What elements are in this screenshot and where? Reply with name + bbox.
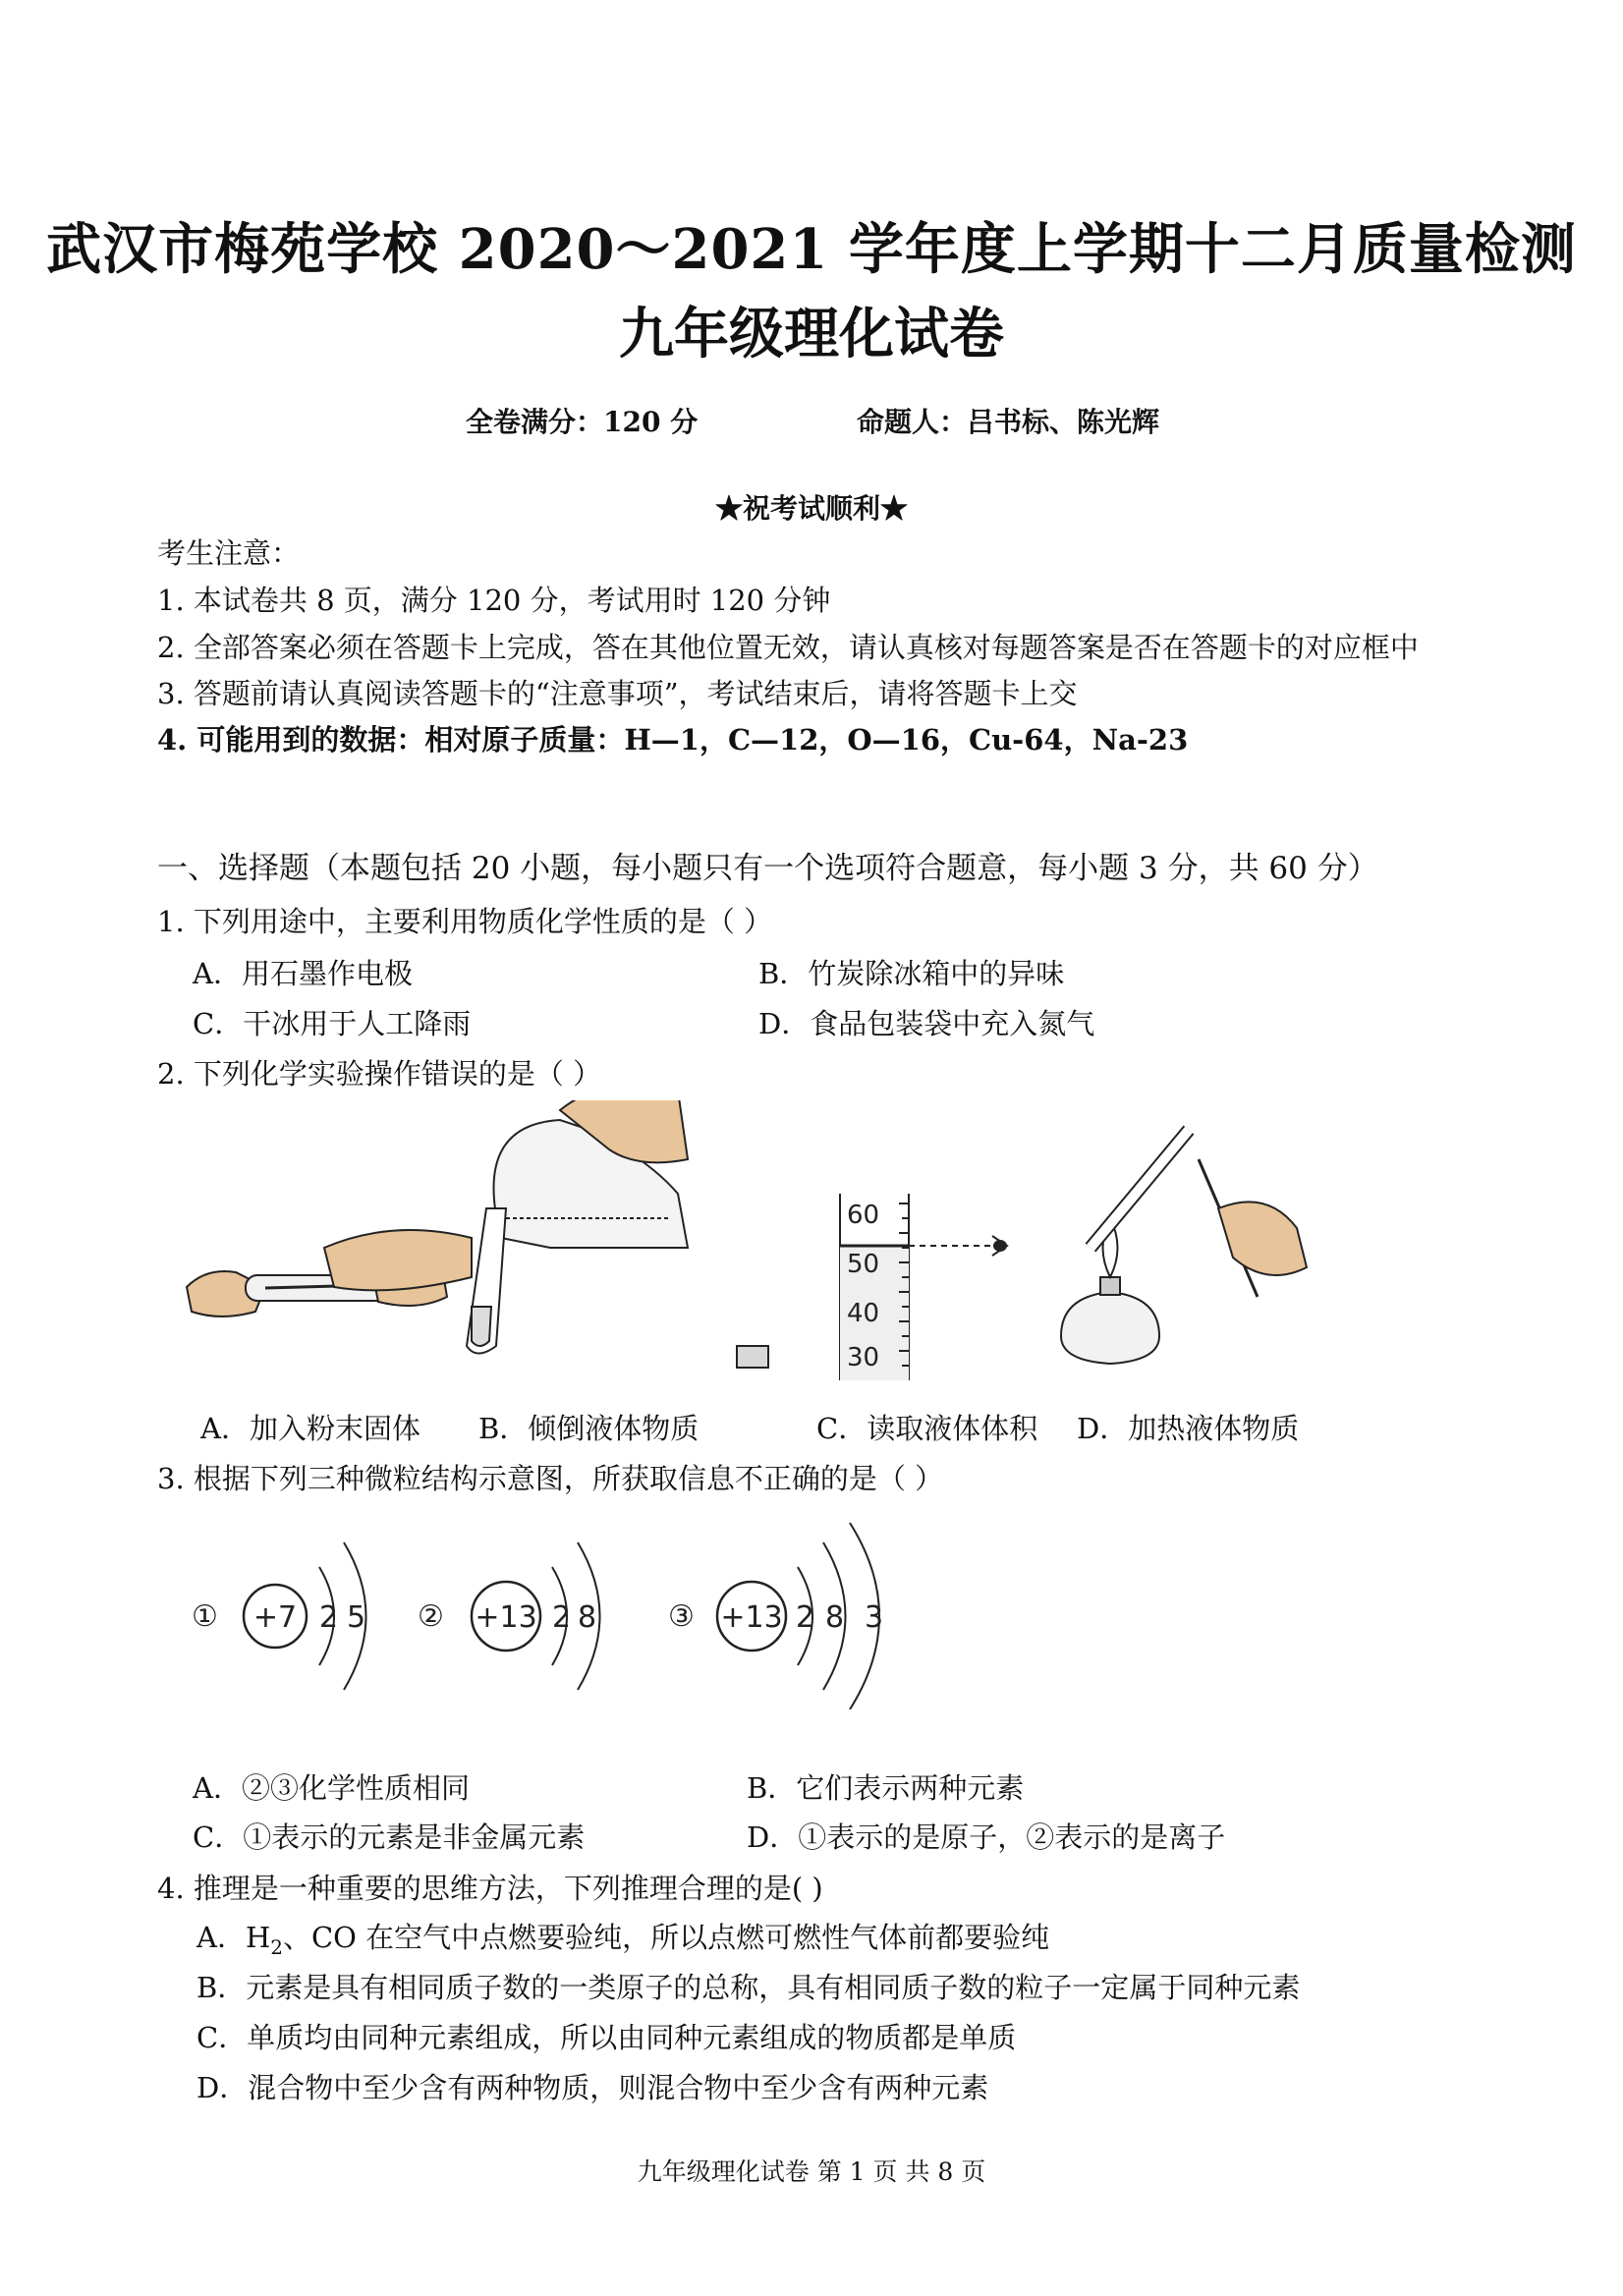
q4-option-a-subscript: 2: [270, 1934, 283, 1959]
q1-option-a: A．用石墨作电极: [193, 957, 413, 990]
shell-electrons: 2: [319, 1600, 339, 1635]
particle-label: ③: [668, 1599, 695, 1634]
exam-title: 武汉市梅苑学校 2020～2021 学年度上学期十二月质量检测: [46, 217, 1577, 282]
page-footer: 九年级理化试卷 第 1 页 共 8 页: [637, 2157, 986, 2186]
q4-option-c: C．单质均由同种元素组成，所以由同种元素组成的物质都是单质: [196, 2021, 1017, 2054]
particle-label: ②: [418, 1599, 444, 1634]
q1-option-b: B．竹炭除冰箱中的异味: [758, 957, 1065, 990]
pouring-liquid-illustration: [324, 1100, 768, 1368]
full-score: 全卷满分：120 分: [466, 406, 699, 438]
q4-option-b: B．元素是具有相同质子数的一类原子的总称，具有相同质子数的粒子一定属于同种元素: [196, 1971, 1301, 2004]
q2-option-d: D．加热液体物质: [1077, 1412, 1300, 1445]
lab-operations-figure: [177, 1100, 1336, 1395]
shell-electrons: 2: [552, 1600, 572, 1635]
cylinder-tick-label: 60: [847, 1201, 880, 1230]
question-3-stem: 3. 根据下列三种微粒结构示意图，所获取信息不正确的是（ ）: [157, 1462, 944, 1495]
particle-diagram-3: [668, 1523, 883, 1709]
q3-option-d: D．①表示的是原子，②表示的是离子: [747, 1820, 1226, 1854]
section-heading: 一、选择题（本题包括 20 小题，每小题只有一个选项符合题意，每小题 3 分，共 60 分）: [157, 851, 1378, 886]
particle-diagram-1: [192, 1542, 366, 1690]
q2-option-c: C．读取液体体积: [816, 1412, 1038, 1445]
shell-electrons: 2: [796, 1600, 815, 1635]
notice-heading: 考生注意：: [157, 536, 301, 570]
q4-option-a-prefix: A．H: [196, 1921, 271, 1954]
cylinder-tick-label: 50: [847, 1250, 880, 1279]
nucleus-charge: +13: [720, 1600, 783, 1635]
particle-label: ①: [192, 1599, 218, 1634]
q1-option-c: C．干冰用于人工降雨: [193, 1007, 472, 1040]
q3-option-b: B．它们表示两种元素: [747, 1771, 1025, 1805]
question-2-stem: 2. 下列化学实验操作错误的是（ ）: [157, 1057, 602, 1091]
q2-option-b: B．倾倒液体物质: [478, 1412, 700, 1445]
shell-electrons: 5: [347, 1600, 366, 1635]
nucleus-charge: +7: [252, 1600, 298, 1635]
notice-item: 2. 全部答案必须在答题卡上完成，答在其他位置无效，请认真核对每题答案是否在答题卡的对应框中: [157, 631, 1419, 664]
question-1-stem: 1. 下列用途中，主要利用物质化学性质的是（ ）: [157, 905, 773, 938]
good-luck-line: ★祝考试顺利★: [714, 492, 908, 525]
q1-option-d: D．食品包装袋中充入氮气: [758, 1007, 1095, 1040]
cylinder-tick-label: 30: [847, 1343, 880, 1372]
question-4-stem: 4. 推理是一种重要的思维方法，下列推理合理的是( ): [157, 1872, 823, 1905]
q4-option-a-text: 、CO 在空气中点燃要验纯，所以点燃可燃性气体前都要验纯: [282, 1921, 1050, 1954]
shell-electrons: 3: [865, 1600, 884, 1635]
notice-item: 3. 答题前请认真阅读答题卡的“注意事项”，考试结束后，请将答题卡上交: [157, 677, 1078, 710]
notice-item: 4. 可能用到的数据：相对原子质量：H—1，C—12，O—16，Cu-64，Na-23: [157, 723, 1189, 756]
heating-liquid-illustration: [1061, 1130, 1307, 1364]
shell-electrons: 8: [825, 1600, 845, 1635]
q4-option-d: D．混合物中至少含有两种物质，则混合物中至少含有两种元素: [196, 2071, 989, 2104]
q3-option-a: A．②③化学性质相同: [193, 1771, 470, 1805]
particle-diagram-2: [418, 1542, 600, 1690]
shell-electrons: 8: [578, 1600, 597, 1635]
particle-structure-figure: [187, 1513, 933, 1709]
q3-option-c: C．①表示的元素是非金属元素: [193, 1820, 586, 1854]
cylinder-tick-label: 40: [847, 1299, 880, 1328]
authors: 命题人：吕书标、陈光辉: [857, 406, 1160, 438]
q4-option-a: [196, 1916, 1049, 1959]
nucleus-charge: +13: [475, 1600, 537, 1635]
q2-option-a: A．加入粉末固体: [200, 1412, 420, 1445]
notice-item: 1. 本试卷共 8 页，满分 120 分，考试用时 120 分钟: [157, 584, 831, 617]
exam-subtitle: 九年级理化试卷: [619, 302, 1004, 366]
